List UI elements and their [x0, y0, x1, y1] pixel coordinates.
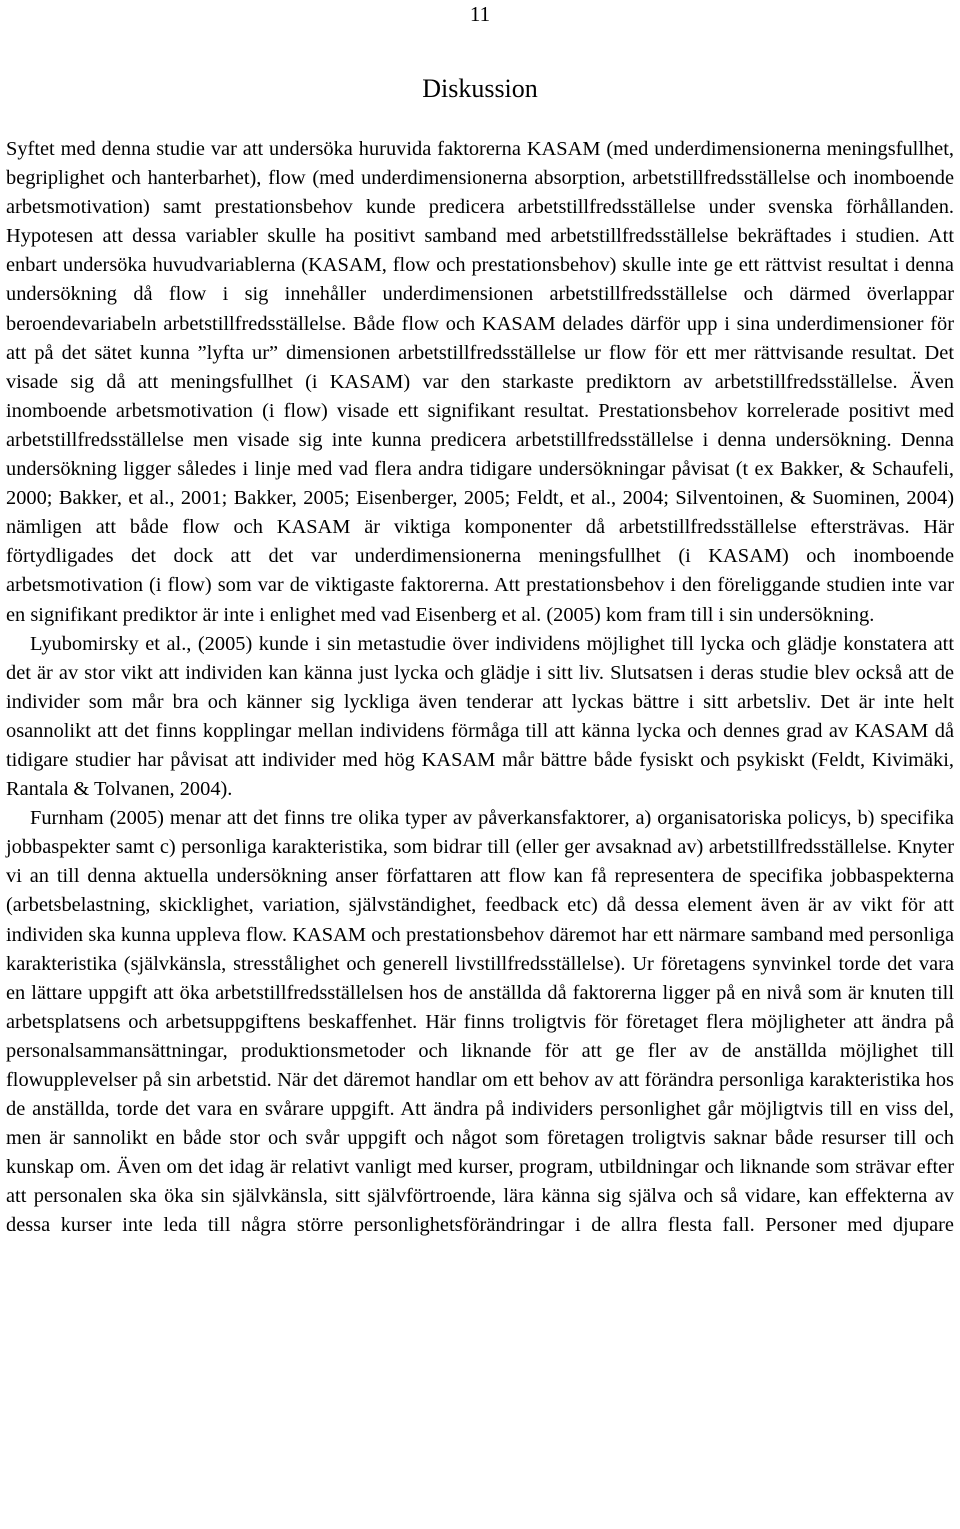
paragraph-furnham: Furnham (2005) menar att det finns tre olika typer av påverkansfaktorer, a) organisatoriska policys, b) specifika jobbaspekter samt c) personliga karakteristika, som bidrar till (eller ger avsaknad av) arbetstillfredsställelse. Knyter vi an till denna aktuella undersökning anser författaren att flow kan få representera de specifika jobbaspekterna (arbetsbelastning, skicklighet, variation, självständighet, feedback etc) då dessa element även är av vikt för att individen ska kunna uppleva flow. KASAM och prestationsbehov däremot har ett närmare samband med personliga karakteristika (självkänsla, stresstålighet och generell livstillfredsställelse). Ur företagens synvinkel torde det vara en lättare uppgift att öka arbetstillfredsställelsen hos de anställda då faktorerna ligger på en nivå som är knuten till arbetsplatsens och arbetsuppgiftens beskaffenhet. Här finns troligtvis för företaget flera möjligheter att ändra på personalsammansättningar, produktionsmetoder och liknande för att ge fler av de anställda möjlighet till flowupplevelser på sin arbetstid. När det däremot handlar om ett behov av att förändra personliga karakteristika hos de anställda, torde det vara en svårare uppgift. Att ändra på individers personlighet går möjligtvis till en viss del, men är sannolikt en både stor och svår uppgift och något som företagen troligtvis saknar både resurser till och kunskap om. Även om det idag är relativt vanligt med kurser, program, utbildningar och liknande som strävar efter att personalen ska öka sin självkänsla, sitt självförtroende, lära känna sig själva och så vidare, kan effekterna av dessa kurser inte leda till några större personlighetsförändringar i de allra flesta fall. Personer med djupare	[6, 807, 954, 1237]
paragraph-purpose-and-results: Syftet med denna studie var att undersöka huruvida faktorerna KASAM (med underdimensionerna meningsfullhet, begriplighet och hanterbarhet), flow (med underdimensionerna absorption, arbetstillfredsställelse och inomboende arbetsmotivation) samt prestationsbehov kunde predicera arbetstillfredsställelse under svenska förhållanden. Hypotesen att dessa variabler skulle ha positivt samband med arbetstillfredsställelse bekräftades i studien. Att enbart undersöka huvudvariablerna (KASAM, flow och prestationsbehov) skulle inte ge ett rättvist resultat i denna undersökning då flow i sig innehåller underdimensionen arbetstillfredsställelse och därmed överlappar beroendevariabeln arbetstillfredsställelse. Både flow och KASAM delades därför upp i sina underdimensioner för att på det sätet kunna ”lyfta ur” dimensionen arbetstillfredsställelse ur flow för ett mer rättvisande resultat. Det visade sig då att meningsfullhet (i KASAM) var den starkaste prediktorn av arbetstillfredsställelse. Även inomboende arbetsmotivation (i flow) visade ett signifikant resultat. Prestationsbehov korrelerade positivt med arbetstillfredsställelse men visade sig inte kunna predicera arbetstillfredsställelse i denna undersökning. Denna undersökning ligger således i linje med vad flera andra tidigare undersökningar påvisat (t ex Bakker, & Schaufeli, 2000; Bakker, et al., 2001; Bakker, 2005; Eisenberger, 2005; Feldt, et al., 2004; Silventoinen, & Suominen, 2004) nämligen att både flow och KASAM är viktiga komponenter då arbetstillfredsställelse eftersträvas. Här förtydligades det dock att det var underdimensionerna meningsfullhet (i KASAM) och inomboende arbetsmotivation (i flow) som var de viktigaste faktorerna. Att prestationsbehov i den föreliggande studien inte var en signifikant prediktor är inte i enlighet med vad Eisenberg et al. (2005) kom fram till i sin undersökning.	[6, 138, 954, 626]
paragraph-lyubomirsky: Lyubomirsky et al., (2005) kunde i sin metastudie över individens möjlighet till lycka och glädje konstatera att det är av stor vikt att individen kan känna just lycka och glädje i sitt liv. Slutsatsen i deras studie blev också att de individer som mår bra och känner sig lyckliga även tenderar att lyckas bättre i sitt arbetsliv. Det är inte helt osannolikt att det finns kopplingar mellan individens förmåga till att känna lycka och dennes grad av KASAM då tidigare studier har påvisat att individer med hög KASAM mår bättre både fysiskt och psykiskt (Feldt, Kivimäki, Rantala & Tolvanen, 2004).	[6, 632, 954, 801]
section-heading: Diskussion	[422, 74, 538, 103]
page-number: 11	[469, 2, 491, 26]
body-text	[6, 135, 954, 1241]
